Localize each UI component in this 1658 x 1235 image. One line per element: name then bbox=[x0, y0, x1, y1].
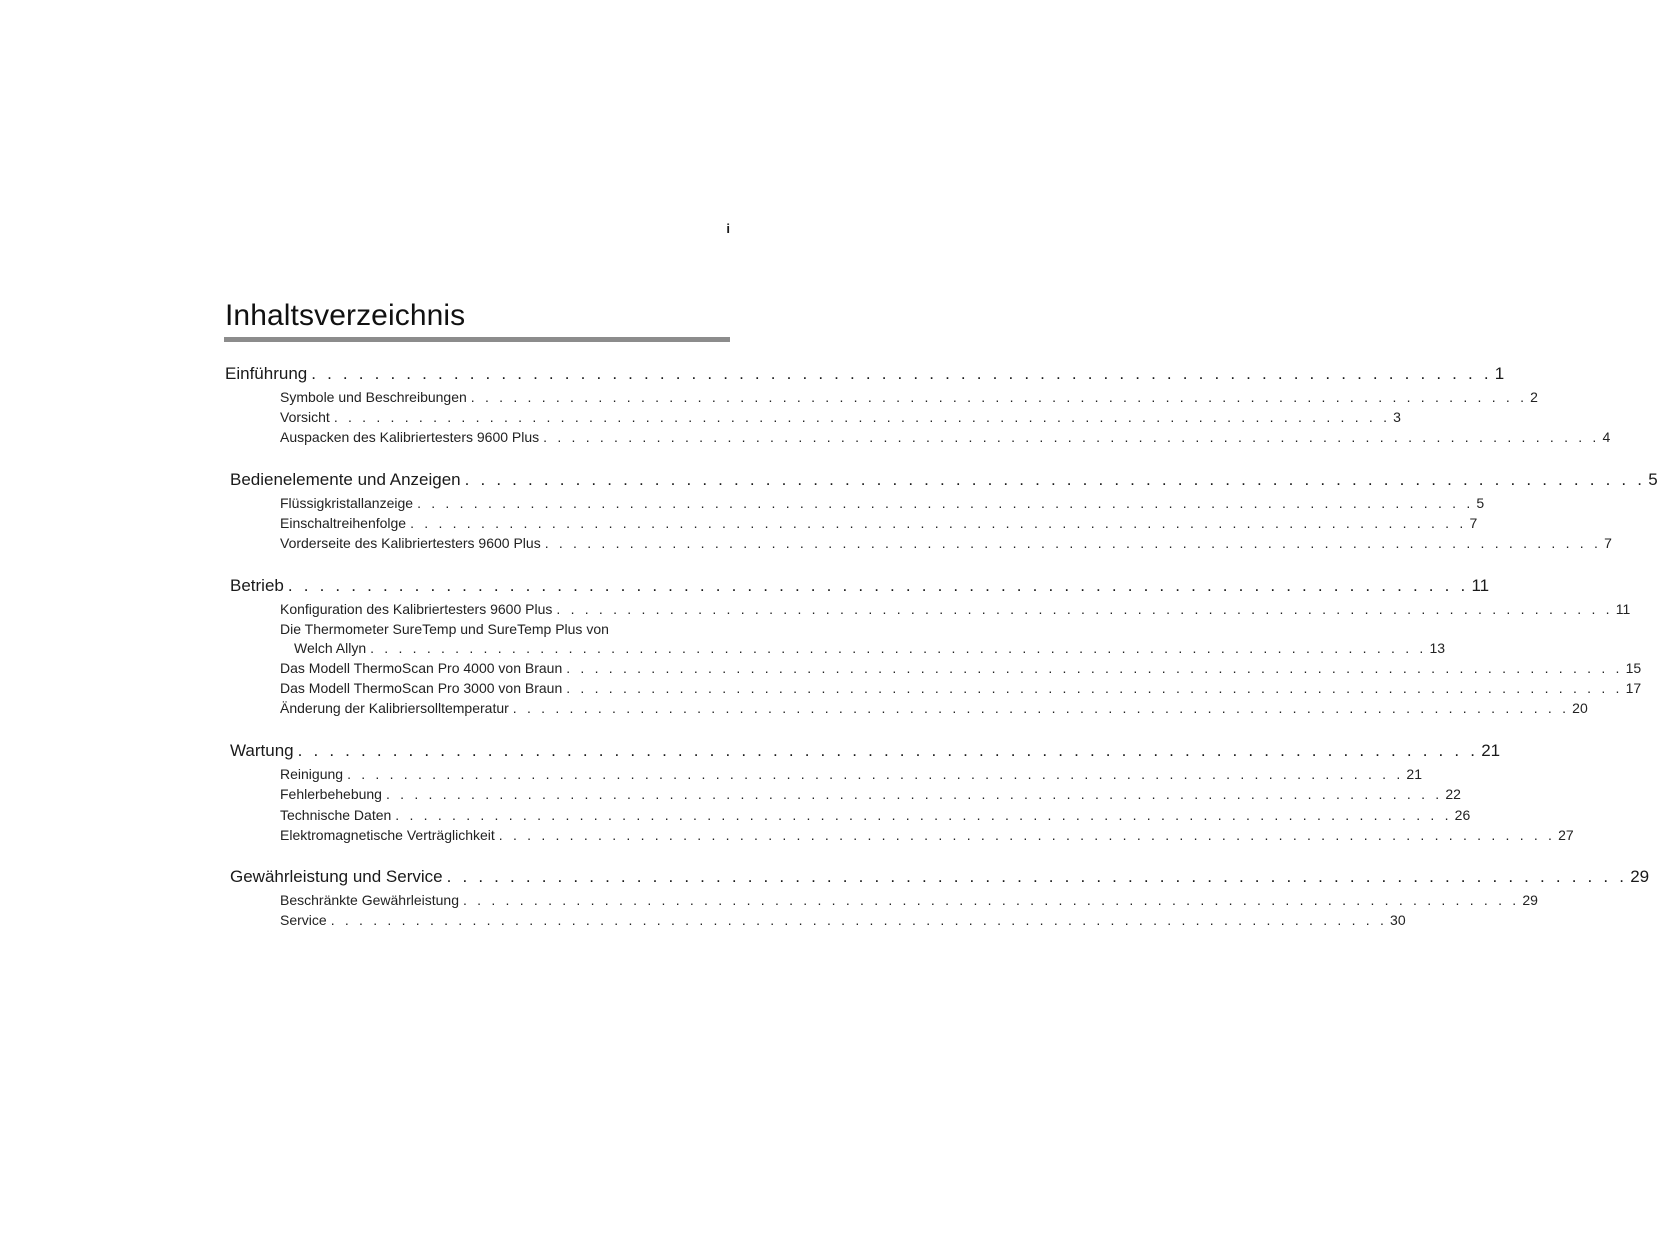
page-title: Inhaltsverzeichnis bbox=[225, 299, 466, 332]
toc-section-label: Einführung bbox=[225, 364, 308, 383]
toc-entry-label: Auspacken des Kalibriertesters 9600 Plus bbox=[280, 429, 540, 445]
toc-entry-vorsicht[interactable] bbox=[280, 408, 1401, 426]
toc-page-number: 20 bbox=[1572, 700, 1588, 716]
toc-entry-label: Das Modell ThermoScan Pro 3000 von Braun bbox=[280, 680, 563, 696]
dot-leader: . . . . . . . . . . . . . . . . . . . . . . . . . . . . . . . . . . . . . . . . . . . . . . . . . . . . . . . . . . . . . . . . . . . . . . . . . . . bbox=[544, 535, 1602, 551]
toc-entry-thermoscan-4000[interactable] bbox=[280, 659, 1642, 677]
toc-entry-label: Vorsicht bbox=[280, 409, 330, 425]
dot-leader: . . . . . . . . . . . . . . . . . . . . . . . . . . . . . . . . . . . . . . . . . . . . . . . . . . . . . . . . . . . . . . . . . . . . . . . . . . . bbox=[446, 867, 1628, 886]
toc-page-number: 29 bbox=[1630, 867, 1650, 886]
toc-entry-label: Konfiguration des Kalibriertesters 9600 Plus bbox=[280, 601, 553, 617]
toc-page-number: 17 bbox=[1625, 680, 1642, 696]
dot-leader: . . . . . . . . . . . . . . . . . . . . . . . . . . . . . . . . . . . . . . . . . . . . . . . . . . . . . . . . . . . . . . . . . . . . . . . . . . . bbox=[566, 660, 1623, 676]
toc-page-number: 13 bbox=[1429, 640, 1446, 656]
dot-leader: . . . . . . . . . . . . . . . . . . . . . . . . . . . . . . . . . . . . . . . . . . . . . . . . . . . . . . . . . . . . . . . . . . . . . . . . . . . bbox=[370, 640, 1427, 656]
toc-page-number: 7 bbox=[1469, 515, 1478, 531]
dot-leader: . . . . . . . . . . . . . . . . . . . . . . . . . . . . . . . . . . . . . . . . . . . . . . . . . . . . . . . . . . . . . . . . . . . . . . . . . . . bbox=[287, 576, 1469, 595]
toc-page-number: 11 bbox=[1471, 576, 1490, 595]
title-rule bbox=[224, 337, 730, 342]
toc-entry-symbole[interactable] bbox=[280, 388, 1538, 406]
dot-leader: . . . . . . . . . . . . . . . . . . . . . . . . . . . . . . . . . . . . . . . . . . . . . . . . . . . . . . . . . . . . . . . . . . . . . . . . . . . bbox=[395, 807, 1452, 823]
toc-entry-suretemp[interactable] bbox=[294, 639, 1446, 657]
toc-entry-fehlerbehebung[interactable] bbox=[280, 785, 1461, 803]
dot-leader: . . . . . . . . . . . . . . . . . . . . . . . . . . . . . . . . . . . . . . . . . . . . . . . . . . . . . . . . . . . . . . . . . . . . . . . . . . . bbox=[512, 700, 1570, 716]
toc-entry-label: Elektromagnetische Verträglichkeit bbox=[280, 827, 495, 843]
dot-leader: . . . . . . . . . . . . . . . . . . . . . . . . . . . . . . . . . . . . . . . . . . . . . . . . . . . . . . . . . . . . . . . . . . . . . . . . . . . bbox=[543, 429, 1600, 445]
toc-entry-service[interactable] bbox=[280, 911, 1406, 929]
toc-section-label: Betrieb bbox=[230, 576, 284, 595]
toc-entry-suretemp-label[interactable]: Die Thermometer SureTemp und SureTemp Plus von bbox=[280, 621, 609, 637]
dot-leader: . . . . . . . . . . . . . . . . . . . . . . . . . . . . . . . . . . . . . . . . . . . . . . . . . . . . . . . . . . . . . . . . . . . . . . . . . . . bbox=[464, 470, 1646, 489]
toc-entry-thermoscan-3000[interactable] bbox=[280, 679, 1642, 697]
toc-entry-label: Symbole und Beschreibungen bbox=[280, 389, 467, 405]
dot-leader: . . . . . . . . . . . . . . . . . . . . . . . . . . . . . . . . . . . . . . . . . . . . . . . . . . . . . . . . . . . . . . . . . . . . . . . . . . . bbox=[566, 680, 1623, 696]
toc-page-number: 21 bbox=[1481, 741, 1501, 760]
dot-leader: . . . . . . . . . . . . . . . . . . . . . . . . . . . . . . . . . . . . . . . . . . . . . . . . . . . . . . . . . . . . . . . . . . . . . . . . . . . bbox=[330, 912, 1388, 928]
toc-entry-label: Das Modell ThermoScan Pro 4000 von Braun bbox=[280, 660, 563, 676]
toc-entry-label: Änderung der Kalibriersolltemperatur bbox=[280, 700, 509, 716]
dot-leader: . . . . . . . . . . . . . . . . . . . . . . . . . . . . . . . . . . . . . . . . . . . . . . . . . . . . . . . . . . . . . . . . . . . . . . . . . . . bbox=[463, 892, 1520, 908]
toc-page-number: 5 bbox=[1476, 495, 1485, 511]
toc-section-gewaehrleistung[interactable] bbox=[230, 866, 1650, 888]
page-number: i bbox=[726, 221, 730, 236]
dot-leader: . . . . . . . . . . . . . . . . . . . . . . . . . . . . . . . . . . . . . . . . . . . . . . . . . . . . . . . . . . . . . . . . . . . . . . . . . . . bbox=[556, 601, 1613, 617]
dot-leader: . . . . . . . . . . . . . . . . . . . . . . . . . . . . . . . . . . . . . . . . . . . . . . . . . . . . . . . . . . . . . . . . . . . . . . . . . . . bbox=[417, 495, 1474, 511]
toc-entry-label: Service bbox=[280, 912, 327, 928]
toc-entry-label: Fehlerbehebung bbox=[280, 786, 382, 802]
toc-page-number: 1 bbox=[1494, 364, 1505, 383]
toc-entry-technische-daten[interactable] bbox=[280, 806, 1471, 824]
toc-entry-konfiguration[interactable] bbox=[280, 600, 1631, 618]
toc-entry-label: Einschaltreihenfolge bbox=[280, 515, 407, 531]
toc-entry-fluessigkristallanzeige[interactable] bbox=[280, 494, 1485, 512]
toc-entry-beschraenkte-gewaehrleistung[interactable] bbox=[280, 891, 1538, 909]
toc-section-bedienelemente[interactable] bbox=[230, 469, 1658, 491]
toc-page-number: 15 bbox=[1625, 660, 1642, 676]
toc-entry-label: Beschränkte Gewährleistung bbox=[280, 892, 459, 908]
toc-page-number: 21 bbox=[1406, 766, 1422, 782]
toc-section-einfuehrung[interactable] bbox=[225, 363, 1505, 385]
toc-page-number: 3 bbox=[1393, 409, 1401, 425]
dot-leader: . . . . . . . . . . . . . . . . . . . . . . . . . . . . . . . . . . . . . . . . . . . . . . . . . . . . . . . . . . . . . . . . . . . . . . . . . . . bbox=[311, 364, 1492, 383]
toc-entry-label: Reinigung bbox=[280, 766, 344, 782]
dot-leader: . . . . . . . . . . . . . . . . . . . . . . . . . . . . . . . . . . . . . . . . . . . . . . . . . . . . . . . . . . . . . . . . . . . . . . . . . . . bbox=[470, 389, 1528, 405]
dot-leader: . . . . . . . . . . . . . . . . . . . . . . . . . . . . . . . . . . . . . . . . . . . . . . . . . . . . . . . . . . . . . . . . . . . . . . . . . . . bbox=[410, 515, 1467, 531]
toc-page-number: 29 bbox=[1522, 892, 1538, 908]
dot-leader: . . . . . . . . . . . . . . . . . . . . . . . . . . . . . . . . . . . . . . . . . . . . . . . . . . . . . . . . . . . . . . . . . . . . . . . . . . . bbox=[333, 409, 1391, 425]
dot-leader: . . . . . . . . . . . . . . . . . . . . . . . . . . . . . . . . . . . . . . . . . . . . . . . . . . . . . . . . . . . . . . . . . . . . . . . . . . . bbox=[385, 786, 1443, 802]
toc-section-betrieb[interactable] bbox=[230, 575, 1490, 597]
toc-section-label: Wartung bbox=[230, 741, 294, 760]
toc-entry-label: Vorderseite des Kalibriertesters 9600 Plus bbox=[280, 535, 541, 551]
toc-entry-kalibriersolltemperatur[interactable] bbox=[280, 699, 1588, 717]
toc-entry-label: Welch Allyn bbox=[294, 640, 367, 656]
toc-entry-label: Technische Daten bbox=[280, 807, 392, 823]
toc-page-number: 7 bbox=[1604, 535, 1612, 551]
toc-entry-label: Flüssigkristallanzeige bbox=[280, 495, 414, 511]
toc-page-number: 22 bbox=[1445, 786, 1461, 802]
toc-page-number: 30 bbox=[1390, 912, 1406, 928]
toc-page-number: 2 bbox=[1530, 389, 1538, 405]
toc-entry-auspacken[interactable] bbox=[280, 428, 1611, 446]
dot-leader: . . . . . . . . . . . . . . . . . . . . . . . . . . . . . . . . . . . . . . . . . . . . . . . . . . . . . . . . . . . . . . . . . . . . . . . . . . . bbox=[297, 741, 1479, 760]
toc-entry-emv[interactable] bbox=[280, 826, 1574, 844]
toc-entry-vorderseite[interactable] bbox=[280, 534, 1612, 552]
toc-section-label: Gewährleistung und Service bbox=[230, 867, 443, 886]
toc-section-label: Bedienelemente und Anzeigen bbox=[230, 470, 461, 489]
toc-section-wartung[interactable] bbox=[230, 740, 1501, 762]
toc-entry-einschaltreihenfolge[interactable] bbox=[280, 514, 1478, 532]
dot-leader: . . . . . . . . . . . . . . . . . . . . . . . . . . . . . . . . . . . . . . . . . . . . . . . . . . . . . . . . . . . . . . . . . . . . . . . . . . . bbox=[498, 827, 1556, 843]
toc-page-number: 11 bbox=[1615, 601, 1631, 617]
toc-page-number: 4 bbox=[1602, 429, 1611, 445]
toc-entry-reinigung[interactable] bbox=[280, 765, 1422, 783]
dot-leader: . . . . . . . . . . . . . . . . . . . . . . . . . . . . . . . . . . . . . . . . . . . . . . . . . . . . . . . . . . . . . . . . . . . . . . . . . . . bbox=[347, 766, 1404, 782]
toc-page-number: 27 bbox=[1558, 827, 1574, 843]
toc-page-number: 5 bbox=[1648, 470, 1658, 489]
toc-page-number: 26 bbox=[1454, 807, 1471, 823]
